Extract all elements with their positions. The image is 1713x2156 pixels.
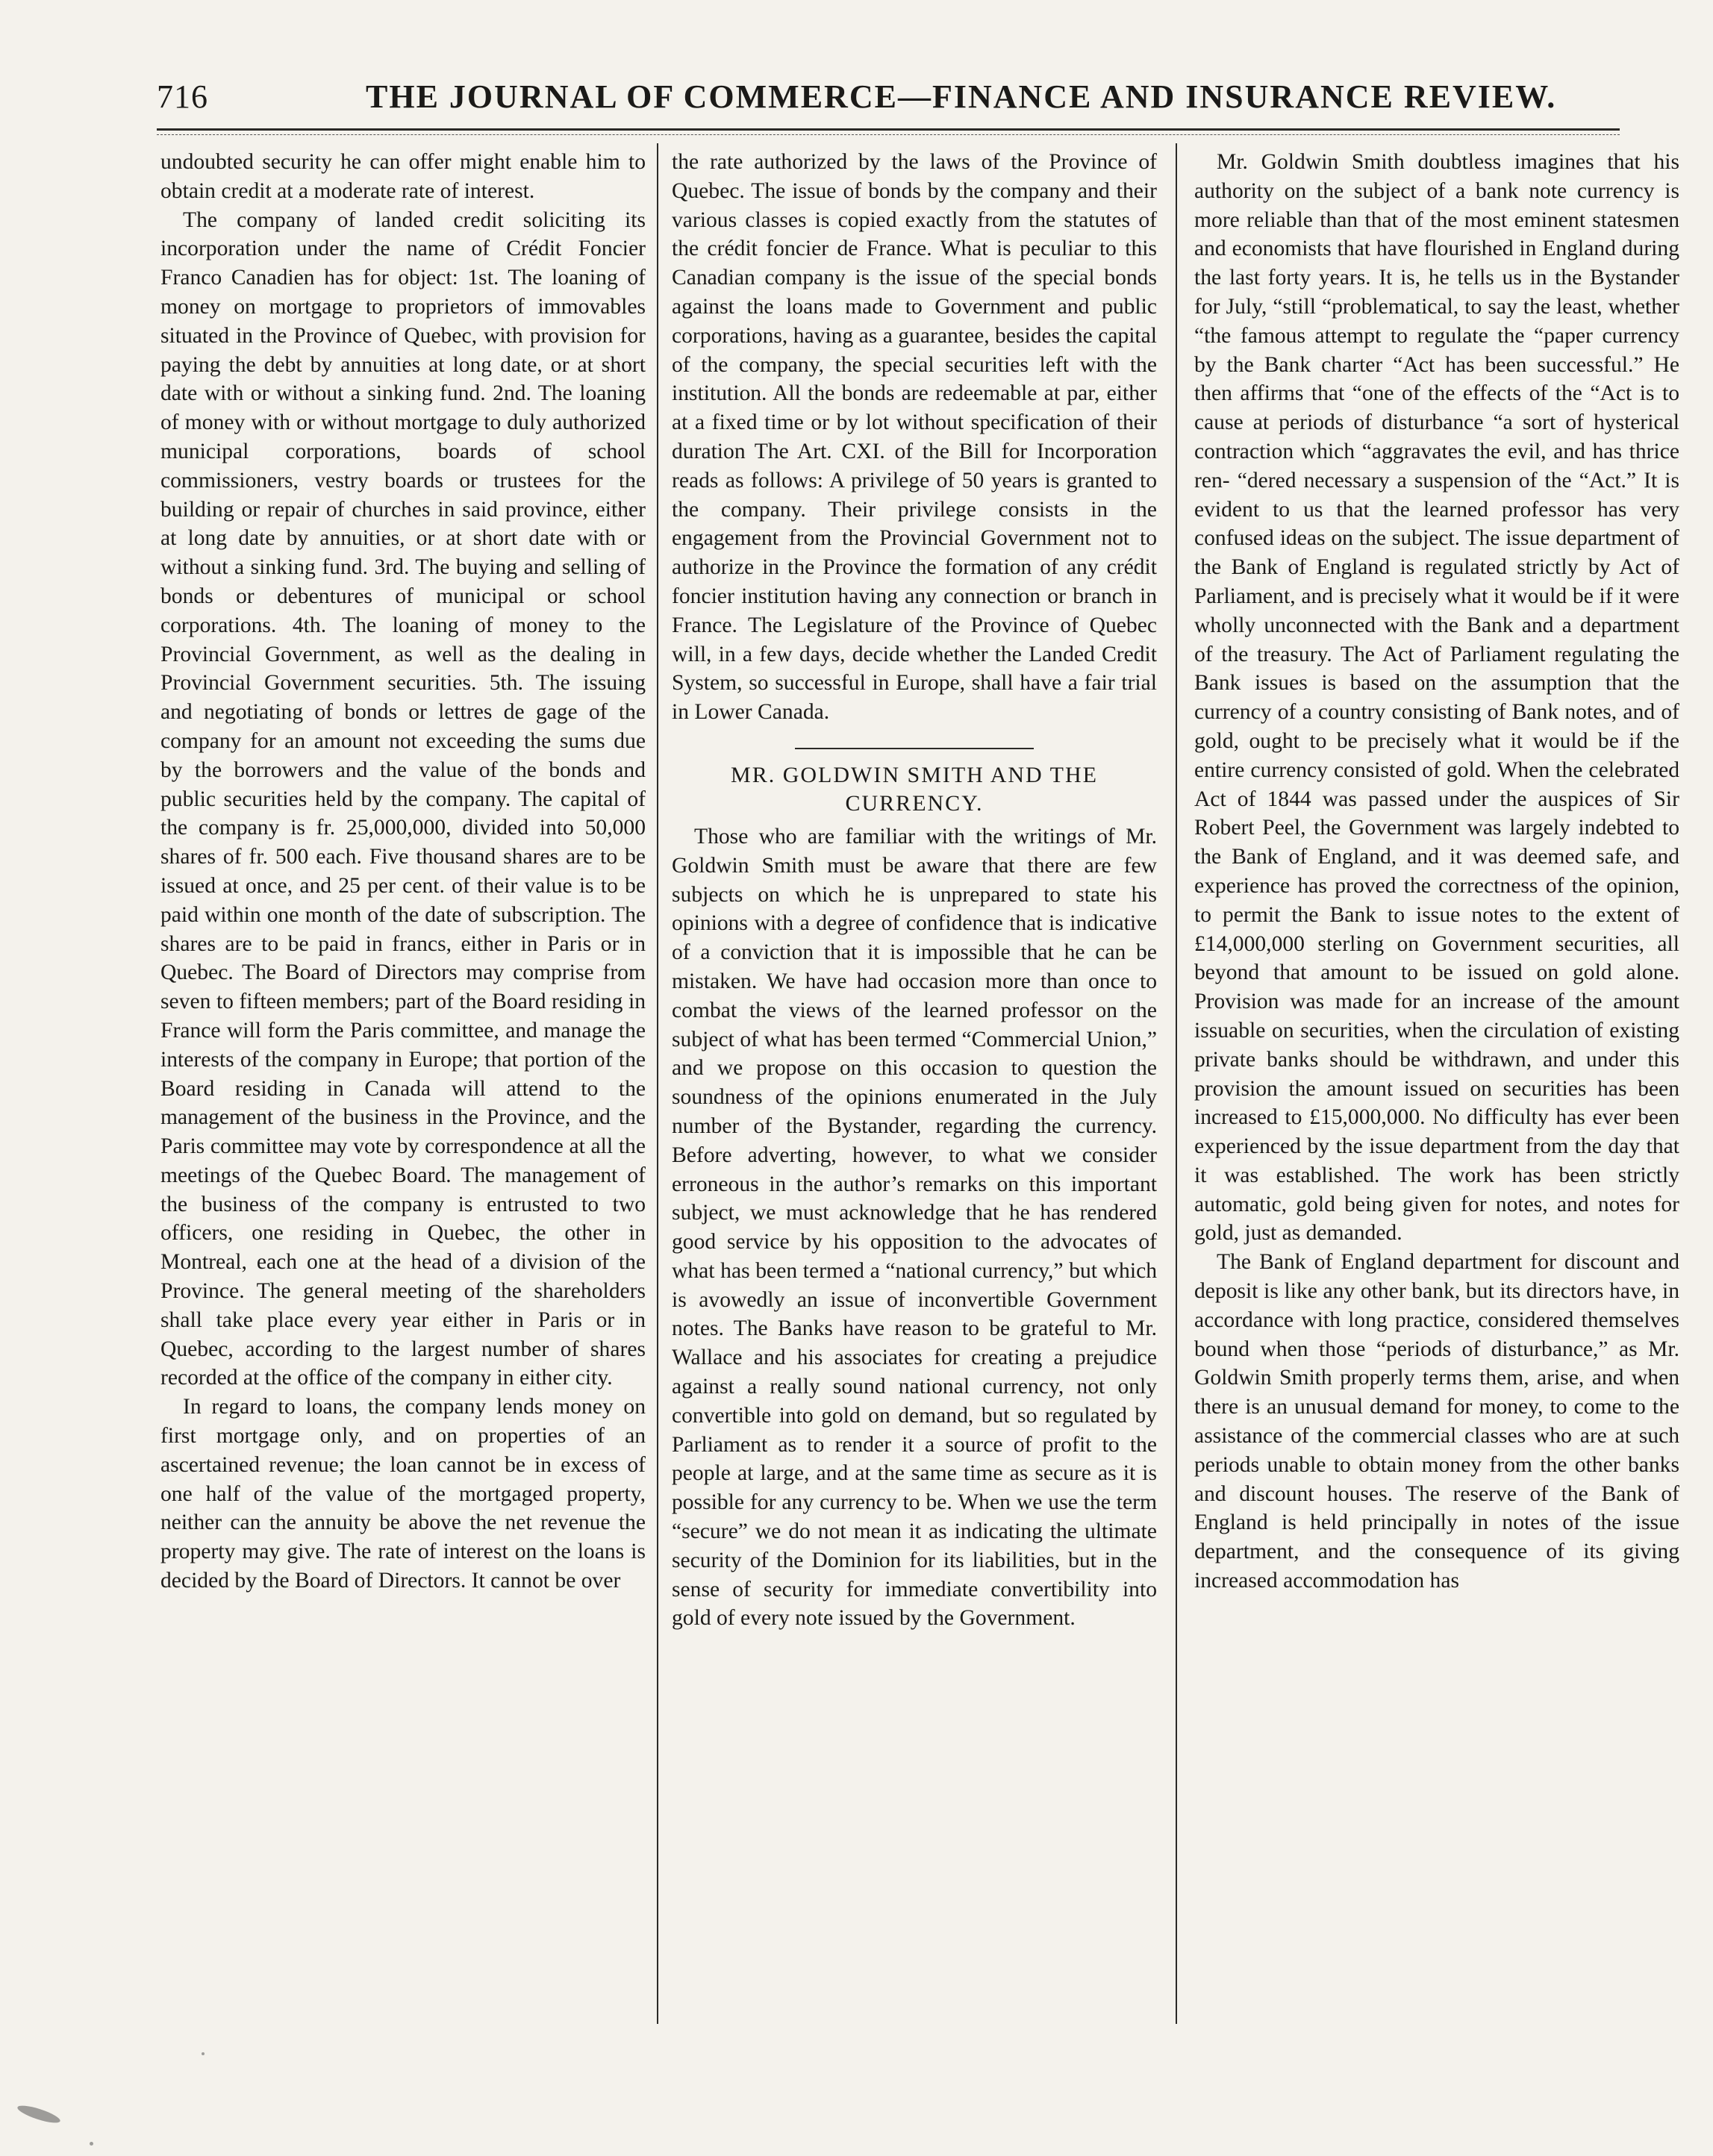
paper-speck (16, 2102, 61, 2126)
paper-speck (90, 2142, 93, 2146)
col2-paragraph-2: Those who are familiar with the writings of Mr. Goldwin Smith must be aware that there are few subjects on which he is unprepared to state his opinions with a degree of confidence that is indicative of a conviction that it is impossible that he can be mistaken. We have had occasion more than once to combat the views of the learned professor on the subject of what has been termed “Commercial Union,” and we propose on this occasion to question the soundness of the opinions enumerated in the July number of the Bystander, regarding the currency. Before adverting, however, to what we consider erroneous in the author’s remarks on this important subject, we must acknowledge that he has rendered good service by his opposition to the advocates of what has been termed a “national currency,” but which is avowedly an issue of inconvertible Government notes. The Banks have reason to be grateful to Mr. Wallace and his associates for creating a prejudice against a really sound national currency, not only convertible into gold on demand, but so regulated by Parliament as to render it a source of profit to the people at large, and at the same time as secure as it is possible for any currency to be. When we use the term “secure” we do not mean it as indicating the ultimate security of the Dominion for its liabilities, but in the sense of security for immediate convertibility into gold of every note issued by the Government. (672, 824, 1157, 1631)
column-1 (160, 148, 646, 2088)
column-3 (1194, 148, 1679, 2088)
col1-paragraph-1: undoubted security he can offer might enable him to obtain credit at a moderate rate of interest. (160, 150, 646, 203)
masthead-title: THE JOURNAL OF COMMERCE—FINANCE AND INSURANCE REVIEW. (366, 78, 1557, 115)
page-number: 716 (157, 78, 208, 115)
col1-paragraph-2: The company of landed credit soliciting its incorporation under the name of Crédit Foncier Franco Canadien has for object: 1st. The loaning of money on mortgage to proprietors of immovables situated in the Province of Quebec, with provision for paying the debt by annuities at long date, or at short date with or without a sinking fund. 2nd. The loaning of money with or without mortgage to duly authorized municipal corporations, boards of school commissioners, vestry boards or trustees for the building or repair of churches in said province, either at long date by annuities, or at short date with or without a sinking fund. 3rd. The buying and selling of bonds or debentures of municipal or school corporations. 4th. The loaning of money to the Provincial Government, as well as the dealing in Provincial Government securities. 5th. The issuing and negotiating of bonds or lettres de gage of the company for an amount not exceeding the sums due by the borrowers and the value of the bonds and public securities held by the company. The capital of the company is fr. 25,000,000, divided into 50,000 shares of fr. 500 each. Five thousand shares are to be issued at once, and 25 per cent. of their value is to be paid within one month of the date of subscription. The shares are to be paid in francs, either in Paris or in Quebec. The Board of Directors may comprise from seven to fifteen members; part of the Board residing in France will form the Paris committee, and manage the interests of the company in Europe; that portion of the Board residing in Canada will attend to the management of the business in the Province, and the Paris committee may vote by correspondence at all the meetings of the Quebec Board. The management of the business of the company is entrusted to two officers, one residing in Quebec, the other in Montreal, each one at the head of a division of the Province. The general meeting of the shareholders shall take place every year either in Paris or in Quebec, according to the largest number of shares recorded at the office of the company in either city. (160, 207, 646, 1390)
column-2 (672, 148, 1157, 2088)
column-divider-1 (657, 143, 658, 2024)
col3-paragraph-2: The Bank of England department for discount and deposit is like any other bank, but its directors have, in accordance with long practice, considered themselves bound when those “periods of disturbance,” as Mr. Goldwin Smith properly terms them, arise, and when there is an unusual demand for money, to come to the assistance of the commercial classes who are at such periods unable to obtain money from the other banks and discount houses. The reserve of the Bank of England is held principally in notes of the issue department, and the consequence of its giving increased accommodation has (1194, 1250, 1679, 1593)
header-rule (157, 128, 1620, 131)
article-separator (795, 748, 1034, 749)
col3-paragraph-1: Mr. Goldwin Smith doubtless imagines that his authority on the subject of a bank note currency is more reliable than that of the most eminent statesmen and economists that have flourished in England during the last forty years. It is, he tells us in the Bystander for July, “still “problematical, to say the least, whether “the famous attempt to regulate the “paper currency by the Bank charter “Act has been successful.” He then affirms that “one of the effects of the “Act is to cause at periods of disturbance “a sort of hysterical contraction which “aggravates the evil, and has thrice ren- “dered necessary a suspension of the “Act.” It is evident to us that the learned professor has very confused ideas on the subject. The issue department of the Bank of England is regulated strictly by Act of Parliament, and is precisely what it would be if it were wholly unconnected with the Bank and a department of the treasury. The Act of Parliament regulating the Bank issues is based on the assumption that the currency of a country consisting of Bank notes, and of gold, ought to be precisely what it would be if the entire currency consisted of gold. When the celebrated Act of 1844 was passed under the auspices of Sir Robert Peel, the Government was largely indebted to the Bank of England, and it was deemed safe, and experience has proved the correctness of the opinion, to permit the Bank to issue notes to the extent of £14,000,000 sterling on Government securities, all beyond that amount to be issued on gold alone. Provision was made for an increase of the amount issuable on securities, when the circulation of existing private banks should be withdrawn, and under this provision the amount issued on securities has been increased to £15,000,000. No difficulty has ever been experienced by the issue department from the day that it was established. The work has been strictly automatic, gold being given for notes, and notes for gold, just as demanded. (1194, 150, 1679, 1246)
col2-paragraph-1: the rate authorized by the laws of the Province of Quebec. The issue of bonds by the company and their various classes is copied exactly from the statutes of the crédit foncier de France. What is peculiar to this Canadian company is the issue of the special bonds against the loans made to Government and public corporations, having as a guarantee, besides the capital of the company, the special securities left with the institution. All the bonds are redeemable at par, either at a fixed time or by lot without specification of their duration The Art. CXI. of the Bill for Incorporation reads as follows: A privilege of 50 years is granted to the company. Their privilege consists in the engagement from the Provincial Government not to authorize in the Province the formation of any crédit foncier institution having any connection or branch in France. The Legislature of the Province of Quebec will, in a few days, decide whether the Landed Credit System, so successful in Europe, shall have a fair trial in Lower Canada. (672, 150, 1157, 725)
column-divider-2 (1176, 143, 1177, 2024)
col1-paragraph-3: In regard to loans, the company lends money on first mortgage only, and on properties of an ascertained revenue; the loan cannot be in excess of one half of the value of the mortgaged property, neither can the annuity be above the net revenue the property may give. The rate of interest on the loans is decided by the Board of Directors. It cannot be over (160, 1395, 646, 1593)
article-title: MR. GOLDWIN SMITH AND THE CURRENCY. (731, 762, 1098, 816)
header-rule-dashed (157, 134, 1620, 135)
page-header (149, 78, 1612, 122)
paper-speck (202, 2052, 205, 2055)
